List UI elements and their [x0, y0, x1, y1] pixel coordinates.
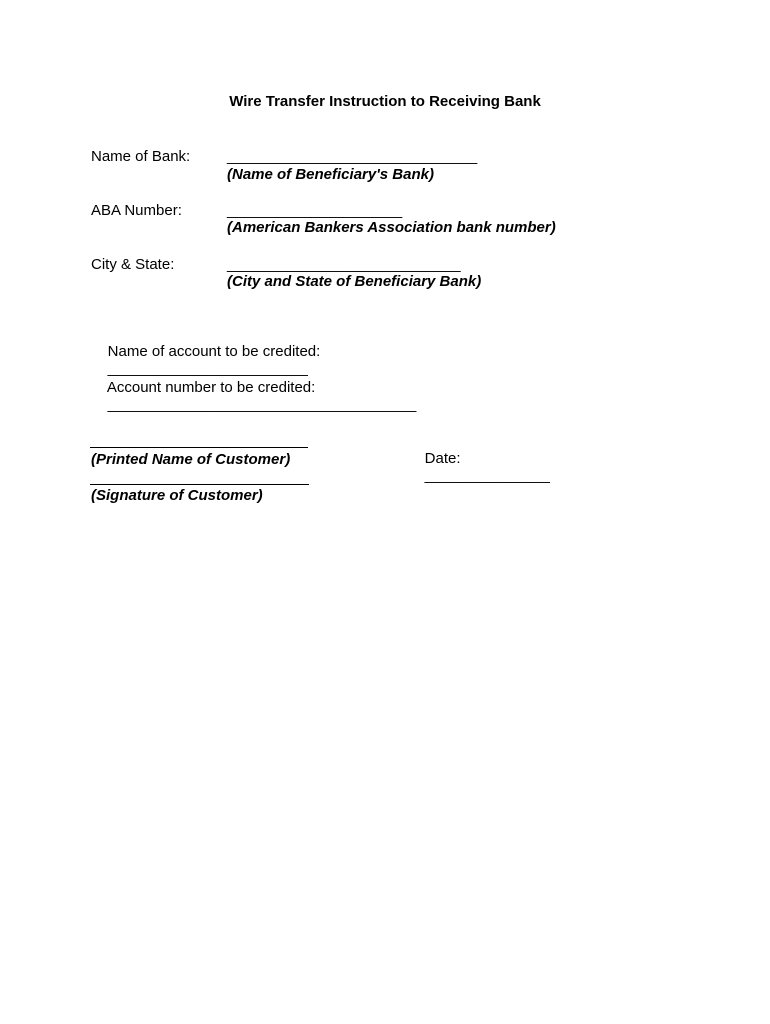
date-field[interactable]: _______________ — [424, 467, 550, 484]
aba-number-field[interactable]: _____________________ — [227, 202, 403, 219]
account-number-field[interactable]: _____________________________________ — [107, 396, 417, 413]
document-title: Wire Transfer Instruction to Receiving Bank — [229, 93, 541, 110]
signature-caption: (Signature of Customer) — [91, 487, 263, 504]
account-name-field[interactable]: ________________________ — [107, 360, 308, 377]
account-number-label: Account number to be credited: — [106, 379, 316, 396]
printed-name-caption: (Printed Name of Customer) — [91, 451, 291, 468]
date-label: Date: — [424, 450, 461, 467]
printed-name-line[interactable] — [90, 447, 308, 448]
bank-name-hint: (Name of Beneficiary's Bank) — [227, 166, 434, 183]
aba-number-label: ABA Number: — [91, 202, 182, 219]
signature-line[interactable] — [90, 484, 309, 485]
city-state-label: City & State: — [91, 256, 175, 273]
account-name-label: Name of account to be credited: — [107, 343, 321, 360]
date-row — [408, 433, 550, 501]
city-state-field[interactable]: ____________________________ — [227, 256, 461, 273]
aba-number-hint: (American Bankers Association bank number) — [227, 219, 556, 236]
bank-name-label: Name of Bank: — [91, 148, 191, 165]
city-state-hint: (City and State of Beneficiary Bank) — [227, 273, 482, 290]
account-number-row — [91, 362, 416, 430]
bank-name-field[interactable]: ______________________________ — [227, 148, 478, 165]
